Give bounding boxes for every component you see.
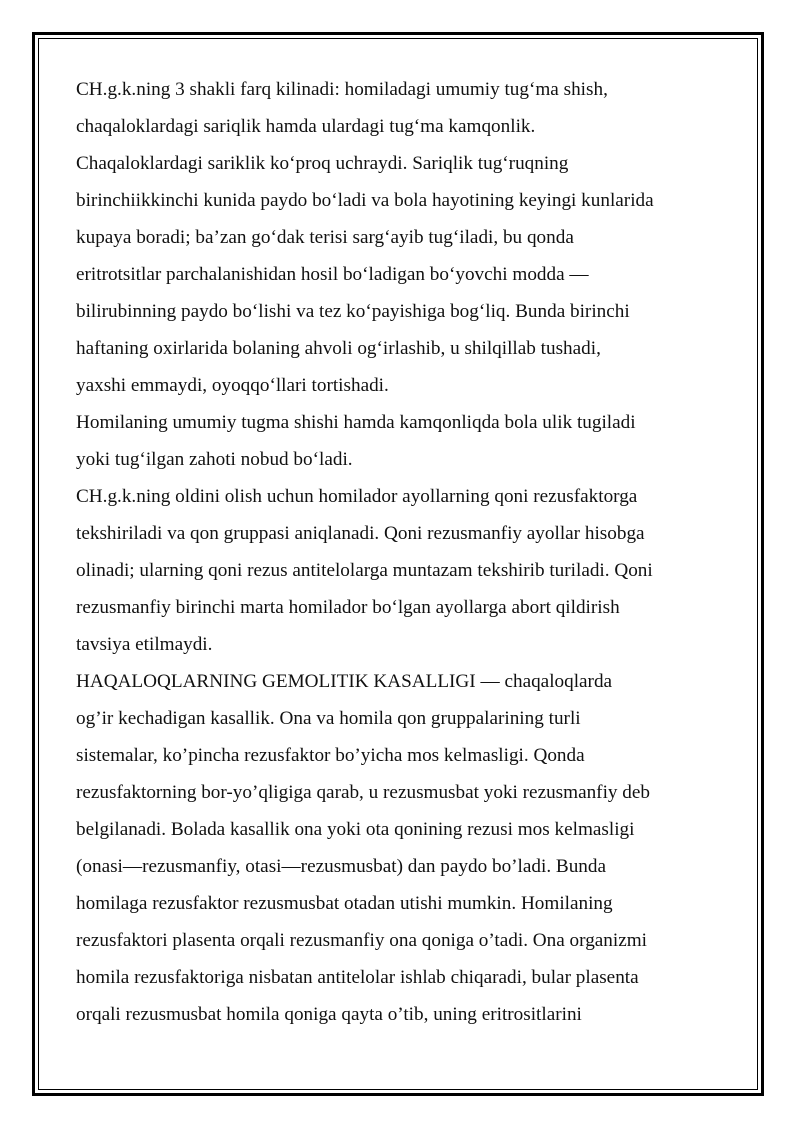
text-line: yaxshi emmaydi, oyoqqo‘llari tortishadi. — [76, 375, 389, 396]
text-line: homilaga rezusfaktor rezusmusbat otadan utishi mumkin. Homilaning — [76, 893, 613, 914]
text-line: bilirubinning paydo bo‘lishi va tez ko‘payishiga bog‘liq. Bunda birinchi — [76, 301, 630, 322]
text-line: birinchiikkinchi kunida paydo bo‘ladi va bola hayotining keyingi kunlarida — [76, 190, 654, 211]
text-line: rezusfaktorning bor-yo’qligiga qarab, u rezusmusbat yoki rezusmanfiy deb — [76, 782, 650, 803]
text-line: belgilanadi. Bolada kasallik ona yoki ota qonining rezusi mos kelmasligi — [76, 819, 635, 840]
text-line: haftaning oxirlarida bolaning ahvoli og‘irlashib, u shilqillab tushadi, — [76, 338, 601, 359]
text-line: Chaqaloklardagi sariklik ko‘proq uchraydi. Sariqlik tug‘ruqning — [76, 153, 569, 174]
document-body — [76, 71, 736, 1033]
text-line: sistemalar, ko’pincha rezusfaktor bo’yicha mos kelmasligi. Qonda — [76, 745, 585, 766]
text-line: rezusmanfiy birinchi marta homilador bo‘lgan ayollarga abort qildirish — [76, 597, 620, 618]
text-line: Homilaning umumiy tugma shishi hamda kamqonliqda bola ulik tugiladi — [76, 412, 636, 433]
text-line: og’ir kechadigan kasallik. Ona va homila qon gruppalarining turli — [76, 708, 581, 729]
text-line: chaqaloklardagi sariqlik hamda ulardagi tug‘ma kamqonlik. — [76, 116, 536, 137]
text-line: olinadi; ularning qoni rezus antitelolarga muntazam tekshirib turiladi. Qoni — [76, 560, 653, 581]
text-line: yoki tug‘ilgan zahoti nobud bo‘ladi. — [76, 449, 353, 470]
text-line: eritrotsitlar parchalanishidan hosil bo‘ladigan bo‘yovchi modda — — [76, 264, 589, 285]
text-line: rezusfaktori plasenta orqali rezusmanfiy ona qoniga o’tadi. Ona organizmi — [76, 930, 647, 951]
text-line: tavsiya etilmaydi. — [76, 634, 213, 655]
text-line: tekshiriladi va qon gruppasi aniqlanadi. Qoni rezusmanfiy ayollar hisobga — [76, 523, 645, 544]
text-line: orqali rezusmusbat homila qoniga qayta o’tib, uning eritrositlarini — [76, 1004, 582, 1025]
text-line: CH.g.k.ning oldini olish uchun homilador ayollarning qoni rezusfaktorga — [76, 486, 638, 507]
text-line: kupaya boradi; ba’zan go‘dak terisi sarg‘ayib tug‘iladi, bu qonda — [76, 227, 574, 248]
text-line: homila rezusfaktoriga nisbatan antitelolar ishlab chiqaradi, bular plasenta — [76, 967, 639, 988]
text-line: HAQALOQLARNING GEMOLITIK KASALLIGI — chaqaloqlarda — [76, 671, 613, 692]
text-line: CH.g.k.ning 3 shakli farq kilinadi: homiladagi umumiy tug‘ma shish, — [76, 79, 608, 100]
text-line: (onasi—rezusmanfiy, otasi—rezusmusbat) dan paydo bo’ladi. Bunda — [76, 856, 607, 877]
